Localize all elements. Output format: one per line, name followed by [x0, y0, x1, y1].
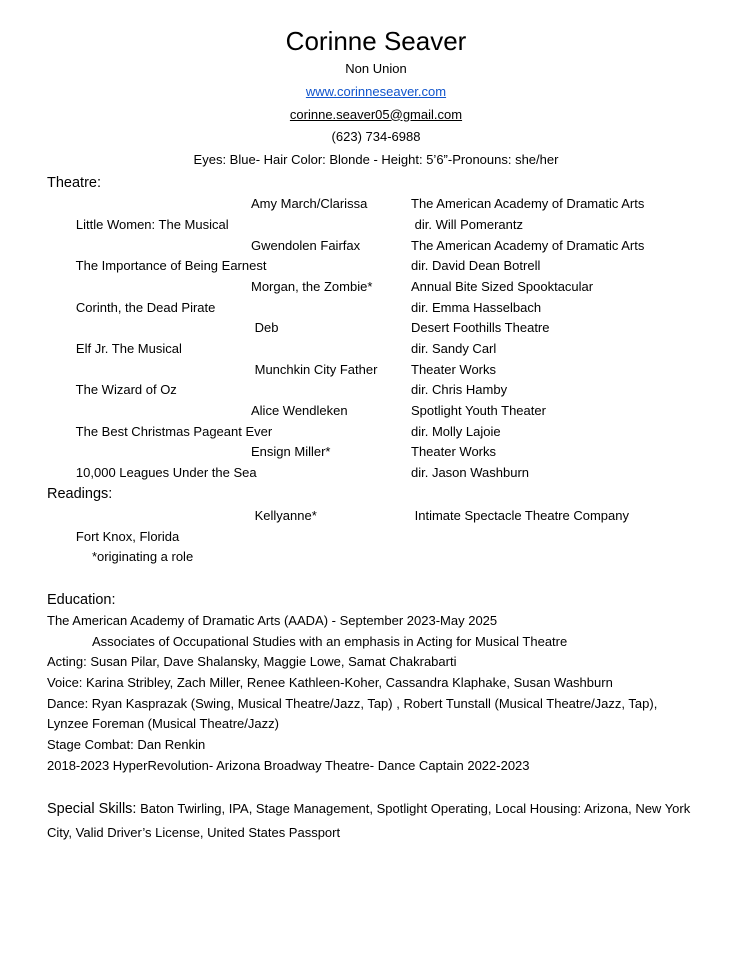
education-line: The American Academy of Dramatic Arts (AADA) - September 2023-May 2025 [47, 613, 498, 629]
union-status: Non Union [345, 61, 407, 76]
education-line: Acting: Susan Pilar, Dave Shalansky, Maggie Lowe, Samat Chakrabarti [47, 654, 457, 670]
director: dir. David Dean Botrell [411, 258, 541, 274]
website-link[interactable]: www.corinneseaver.com [305, 83, 447, 99]
education-line: Voice: Karina Stribley, Zach Miller, Renee Kathleen-Koher, Cassandra Klaphake, Susan Washburn [47, 674, 613, 690]
show-title: The Wizard of Oz [75, 382, 177, 398]
director: dir. Will Pomerantz [411, 217, 523, 233]
theatre-row [47, 442, 712, 483]
director: dir. Emma Hasselbach [411, 299, 542, 315]
spacer [47, 568, 712, 589]
venue: Theater Works [411, 444, 497, 460]
physical-stats: Eyes: Blue- Hair Color: Blonde - Height: 5’6”-Pronouns: she/her [193, 152, 559, 168]
show-title: The Importance of Being Earnest [75, 258, 267, 274]
role: Kellyanne* [251, 507, 317, 523]
education-line: Dance: Ryan Kasprazak (Swing, Musical Theatre/Jazz, Tap) , Robert Tunstall (Musical Theatre/Jazz, Tap), [47, 695, 658, 711]
special-skills-heading: Special Skills: [47, 800, 137, 817]
role: Deb [251, 320, 279, 336]
special-skills-paragraph [47, 797, 712, 821]
special-skills-text: Baton Twirling, IPA, Stage Management, Spotlight Operating, Local Housing: Arizona, New York [136, 800, 691, 816]
spacer [47, 527, 712, 548]
venue: Intimate Spectacle Theatre Company [411, 507, 629, 523]
role: Ensign Miller* [251, 444, 331, 460]
reading-row [47, 506, 712, 544]
director: dir. Chris Hamby [411, 382, 508, 398]
theatre-row [47, 236, 712, 277]
venue: Theater Works [411, 361, 497, 377]
theatre-heading: Theatre: [47, 174, 101, 191]
special-skills-text: City, Valid Driver’s License, United States Passport [47, 824, 341, 840]
director: dir. Jason Washburn [411, 464, 530, 480]
director: dir. Sandy Carl [411, 340, 497, 356]
show-title: Corinth, the Dead Pirate [75, 299, 216, 315]
role: Alice Wendleken [251, 402, 348, 418]
originating-note: *originating a role [92, 549, 194, 565]
venue: Desert Foothills Theatre [411, 320, 550, 336]
theatre-row [47, 277, 712, 318]
show-title: Little Women: The Musical [75, 217, 229, 233]
spacer [47, 776, 712, 797]
venue: Spotlight Youth Theater [411, 402, 546, 418]
director: dir. Molly Lajoie [411, 423, 501, 439]
venue: Annual Bite Sized Spooktacular [411, 279, 594, 295]
role: Amy March/Clarissa [251, 196, 368, 212]
venue: The American Academy of Dramatic Arts [411, 237, 645, 253]
show-title: 10,000 Leagues Under the Sea [75, 464, 257, 480]
venue: The American Academy of Dramatic Arts [411, 196, 645, 212]
resume-name: Corinne Seaver [285, 26, 467, 56]
show-title: The Best Christmas Pageant Ever [75, 423, 273, 439]
theatre-row [47, 360, 712, 401]
resume-body [47, 172, 712, 844]
role: Gwendolen Fairfax [251, 237, 361, 253]
resume-header [0, 0, 752, 172]
theatre-row [47, 194, 712, 235]
education-line: Lynzee Foreman (Musical Theatre/Jazz) [47, 716, 279, 732]
show-title: Elf Jr. The Musical [75, 340, 182, 356]
readings-heading: Readings: [47, 486, 113, 503]
theatre-row [47, 401, 712, 442]
phone-number: (623) 734-6988 [331, 129, 421, 145]
show-title: Fort Knox, Florida [75, 528, 180, 544]
role: Morgan, the Zombie* [251, 279, 373, 295]
theatre-row [47, 318, 712, 359]
education-heading: Education: [47, 591, 116, 608]
education-line: Associates of Occupational Studies with an emphasis in Acting for Musical Theatre [92, 633, 568, 649]
email-link[interactable]: corinne.seaver05@gmail.com [289, 106, 463, 122]
education-line: 2018-2023 HyperRevolution- Arizona Broadway Theatre- Dance Captain 2022-2023 [47, 757, 530, 773]
education-line: Stage Combat: Dan Renkin [47, 736, 206, 752]
role: Munchkin City Father [251, 361, 378, 377]
